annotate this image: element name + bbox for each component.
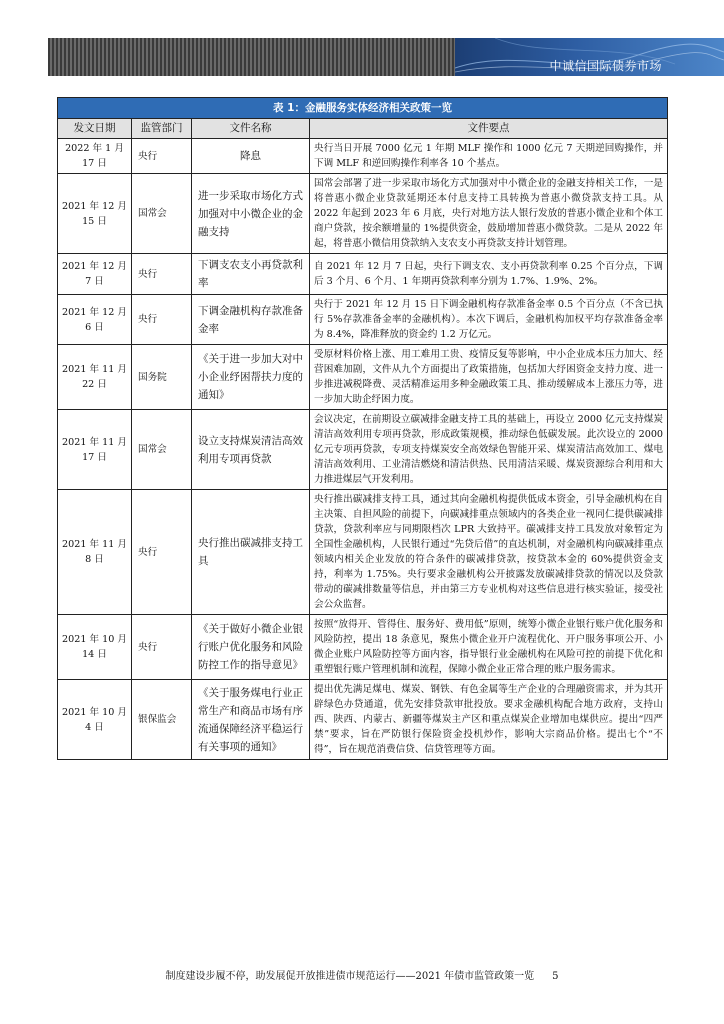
table-title: 表 1：金融服务实体经济相关政策一览: [58, 98, 668, 119]
row-dept: 央行: [132, 490, 192, 615]
row-gist: 国常会部署了进一步采取市场化方式加强对中小微企业的金融支持相关工作，一是将普惠小微企业贷款延期还本付息支持工具转换为普惠小微贷款支持工具。从 2022 年起到 2023 年 6 月底，央行对地方法人银行发放的普惠小微企业和个体工商户贷款，按余额增量的 1%提供资金，鼓励增加普惠小微贷款。二是从 2022 年起，将普惠小微信用贷款纳入支农支小再贷款支持计划管理。: [310, 174, 668, 254]
brand-title: 中诚信国际债券市场: [549, 59, 662, 73]
row-dept: 央行: [132, 615, 192, 680]
row-date: 2021 年 11 月 8 日: [58, 490, 132, 615]
table-title-row: [58, 98, 668, 119]
header-brand-banner: [455, 38, 724, 76]
page-number: 5: [552, 971, 559, 982]
policy-table: [57, 97, 668, 760]
table-row: [58, 254, 668, 295]
row-date: 2021 年 11 月 22 日: [58, 345, 132, 410]
column-header-gist: 文件要点: [310, 119, 668, 139]
row-gist: 央行推出碳减排支持工具，通过其向金融机构提供低成本资金，引导金融机构在自主决策、自担风险的前提下，向碳减排重点领域内的各类企业一视同仁提供碳减排贷款，贷款利率应与同期限档次 LPR 大致持平。碳减排支持工具发放对象暂定为全国性金融机构，人民银行通过“先贷后借”的直达机制，对金融机构向碳减排重点领域内相关企业发放的符合条件的碳减排贷款，按贷款本金的 60%提供资金支持，利率为 1.75%。央行要求金融机构公开披露发放碳减排贷款的情况以及贷款带动的碳减排数量等信息，并由第三方专业机构对这些信息进行核实验证，接受社会公众监督。: [310, 490, 668, 615]
row-gist: 受原材料价格上涨、用工难用工贵、疫情反复等影响，中小企业成本压力加大、经营困难加剧，文件从九个方面提出了政策措施，包括加大纾困资金支持力度、进一步推进减税降费、灵活精准运用多种金融政策工具、推动缓解成本上涨压力等，进一步加大助企纾困力度。: [310, 345, 668, 410]
row-dept: 银保监会: [132, 680, 192, 760]
row-doc-name: 《关于服务煤电行业正常生产和商品市场有序流通保障经济平稳运行有关事项的通知》: [192, 680, 310, 760]
column-header-name: 文件名称: [192, 119, 310, 139]
policy-table-container: [57, 97, 667, 760]
column-header-dept: 监管部门: [132, 119, 192, 139]
row-doc-name: 降息: [192, 139, 310, 174]
table-row: [58, 410, 668, 490]
row-gist: 央行当日开展 7000 亿元 1 年期 MLF 操作和 1000 亿元 7 天期逆回购操作，并下调 MLF 和逆回购操作利率各 10 个基点。: [310, 139, 668, 174]
row-dept: 央行: [132, 254, 192, 295]
row-gist: 央行于 2021 年 12 月 15 日下调金融机构存款准备金率 0.5 个百分点（不含已执行 5%存款准备金率的金融机构）。本次下调后，金融机构加权平均存款准备金率为 8.4%，降准释放的资金约 1.2 万亿元。: [310, 295, 668, 345]
row-date: 2021 年 12 月 15 日: [58, 174, 132, 254]
table-row: [58, 615, 668, 680]
row-doc-name: 下调支农支小再贷款利率: [192, 254, 310, 295]
row-dept: 央行: [132, 295, 192, 345]
row-doc-name: 《关于做好小微企业银行账户优化服务和风险防控工作的指导意见》: [192, 615, 310, 680]
row-gist: 自 2021 年 12 月 7 日起，央行下调支农、支小再贷款利率 0.25 个百分点，下调后 3 个月、6 个月、1 年期再贷款利率分别为 1.7%、1.9%、2%。: [310, 254, 668, 295]
row-date: 2022 年 1 月 17 日: [58, 139, 132, 174]
row-doc-name: 设立支持煤炭清洁高效利用专项再贷款: [192, 410, 310, 490]
row-doc-name: 央行推出碳减排支持工具: [192, 490, 310, 615]
column-header-date: 发文日期: [58, 119, 132, 139]
footer-title: 制度建设步履不停，助发展促开放推进债市规范运行——2021 年债市监管政策一览: [165, 971, 535, 982]
row-date: 2021 年 10 月 4 日: [58, 680, 132, 760]
row-doc-name: 《关于进一步加大对中小企业纾困帮扶力度的通知》: [192, 345, 310, 410]
table-row: [58, 490, 668, 615]
row-dept: 央行: [132, 139, 192, 174]
table-row: [58, 174, 668, 254]
table-header-row: [58, 119, 668, 139]
row-dept: 国常会: [132, 410, 192, 490]
row-dept: 国常会: [132, 174, 192, 254]
row-dept: 国务院: [132, 345, 192, 410]
row-date: 2021 年 12 月 7 日: [58, 254, 132, 295]
row-date: 2021 年 10 月 14 日: [58, 615, 132, 680]
row-date: 2021 年 12 月 6 日: [58, 295, 132, 345]
table-row: [58, 139, 668, 174]
row-gist: 会议决定，在前期设立碳减排金融支持工具的基础上，再设立 2000 亿元支持煤炭清洁高效利用专项再贷款，形成政策规模，推动绿色低碳发展。此次设立的 2000 亿元专项再贷款，专项支持煤炭安全高效绿色智能开采、煤炭清洁高效加工、煤电清洁高效利用、工业清洁燃烧和清洁供热、民用清洁采暖、煤炭资源综合利用和大力推进煤层气开发利用。: [310, 410, 668, 490]
row-gist: 提出优先满足煤电、煤炭、钢铁、有色金属等生产企业的合理融资需求，并为其开辟绿色办贷通道，优先安排贷款审批投放。要求金融机构配合地方政府，支持山西、陕西、内蒙古、新疆等煤炭主产区和重点煤炭企业增加电煤供应。提出“四严禁”要求，旨在严防银行保险资金投机炒作，影响大宗商品价格。提出七个“不得”，旨在规范消费信贷、信贷管理等方面。: [310, 680, 668, 760]
row-gist: 按照“放得开、管得住、服务好、费用低”原则，统筹小微企业银行账户优化服务和风险防控，提出 18 条意见，聚焦小微企业开户流程优化、开户服务事项公开、小微企业账户风险防控等方面内容，指导银行业金融机构在风险可控的前提下优化和重塑银行账户管理机制和流程，保障小微企业正常合理的账户服务需求。: [310, 615, 668, 680]
table-row: [58, 345, 668, 410]
table-row: [58, 680, 668, 760]
table-row: [58, 295, 668, 345]
page-footer: [0, 967, 724, 982]
row-date: 2021 年 11 月 17 日: [58, 410, 132, 490]
row-doc-name: 下调金融机构存款准备金率: [192, 295, 310, 345]
row-doc-name: 进一步采取市场化方式加强对中小微企业的金融支持: [192, 174, 310, 254]
